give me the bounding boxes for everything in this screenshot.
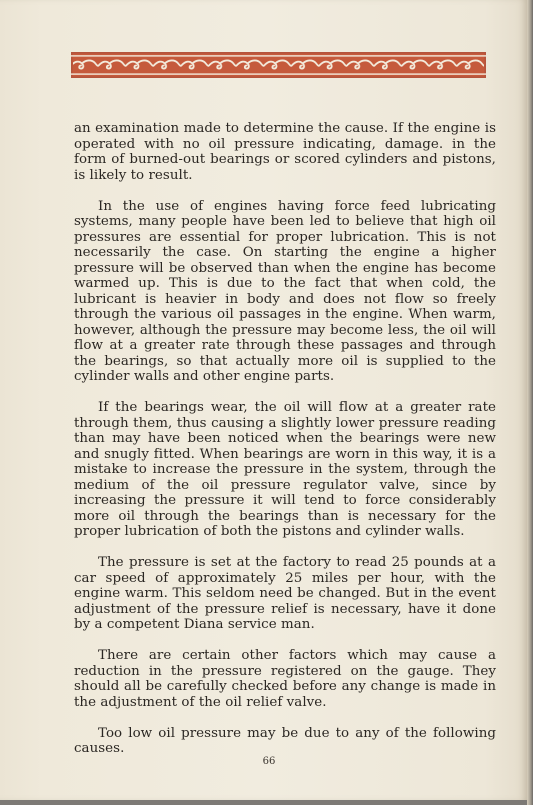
page-number: 66 bbox=[262, 756, 276, 767]
paragraph-3: If the bearings wear, the oil will flow at a greater rate through them, thus causing a slightly lower pressure reading than may have been noticed when the bearings were new and snugly fitted. When bearings are worn in this way, it is a mistake to increase the pressure in the system, through the medium of the oil pressure regulator valve, since by increasing the pressure it will tend to force considerably more oil through the bearings than is necessary for the proper lubrication of both the pistons and cylinder walls. bbox=[74, 400, 496, 539]
paragraph-1: an examination made to determine the cause. If the engine is operated with no oil pressure indicating, damage. in the form of burned-out bearings or scored cylinders and pistons, is likely to result. bbox=[74, 121, 496, 183]
border-wave-fill bbox=[73, 57, 484, 73]
paragraph-6: Too low oil pressure may be due to any of the following causes. bbox=[74, 725, 496, 756]
paragraph-5: There are certain other factors which may cause a reduction in the pressure registered on the gauge. They should all be carefully checked before any change is made in the adjustment of the oil relief valve. bbox=[74, 648, 496, 710]
paragraph-4: The pressure is set at the factory to read 25 pounds at a car speed of approximately 25 miles per hour, with the engine warm. This seldom need be changed. But in the event adjustment of the pressure relief is necessary, have it done by a competent Diana service man. bbox=[74, 555, 496, 632]
decorative-wave-border bbox=[71, 52, 486, 78]
border-top-rule bbox=[71, 55, 486, 56]
page-edge-shadow bbox=[527, 0, 533, 805]
border-bottom-rule bbox=[71, 73, 486, 74]
body-text bbox=[74, 121, 496, 757]
paragraph-2: In the use of engines having force feed lubricating systems, many people have been led to believe that high oil pressures are essential for proper lubrication. This is not necessarily the case. On starting the engine a higher pressure will be observed than when the engine has become warmed up. This is due to the fact that when cold, the lubricant is heavier in body and does not flow so freely through the various oil passages in the engine. When warm, however, although the pressure may become less, the oil will flow at a greater rate through these passages and through the bearings, so that actually more oil is supplied to the cylinder walls and other engine parts. bbox=[74, 198, 496, 384]
